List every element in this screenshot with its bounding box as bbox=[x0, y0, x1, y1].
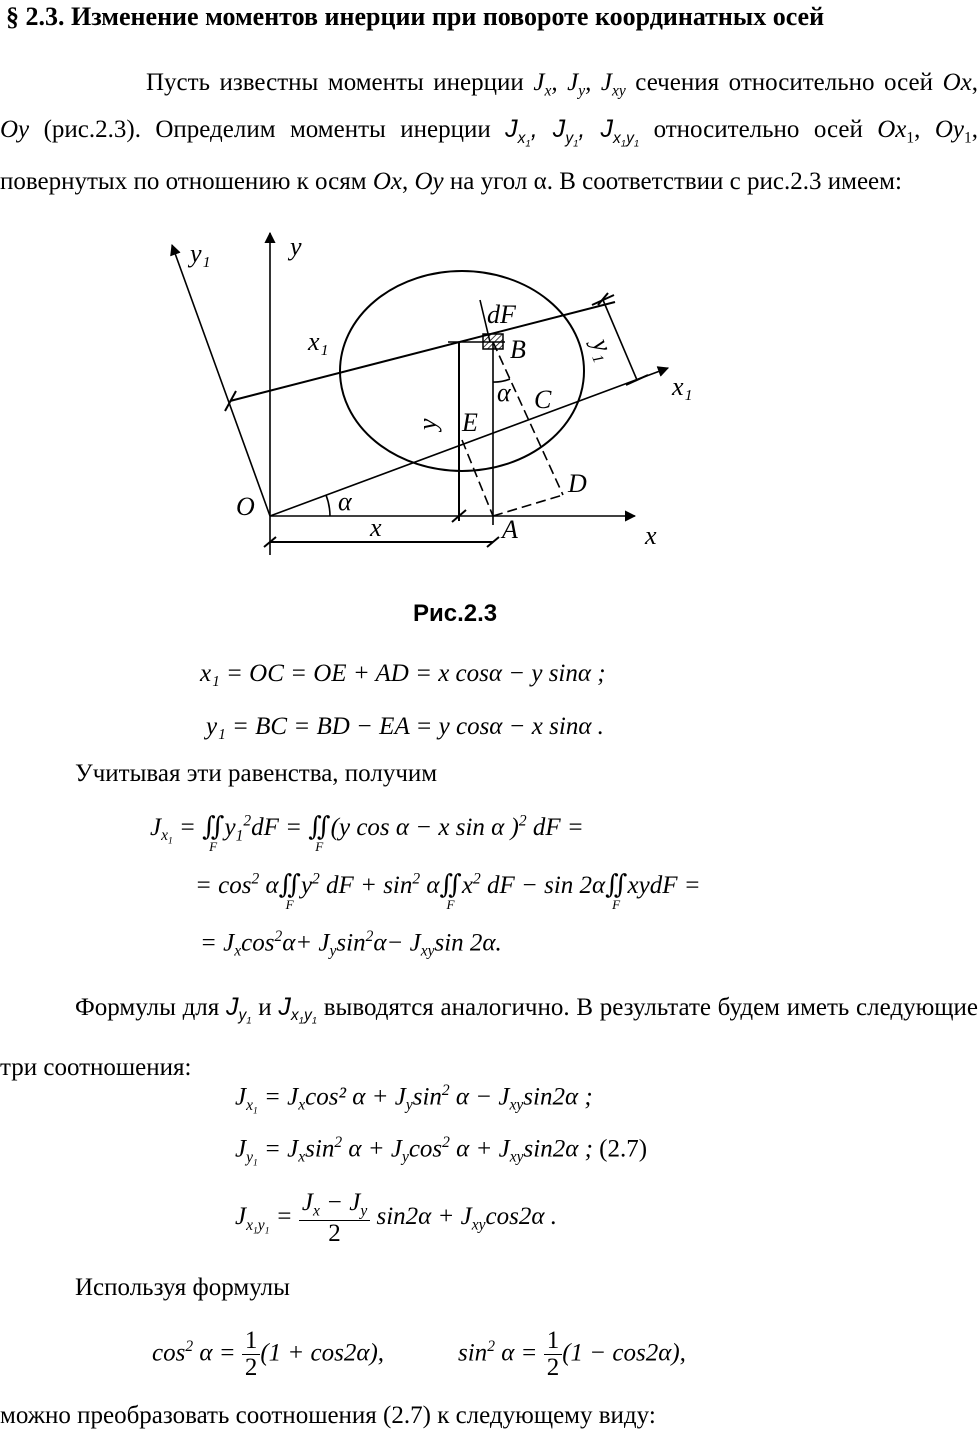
label-x1-axis: x₁ bbox=[672, 372, 693, 401]
label-B: B bbox=[510, 335, 526, 364]
label-E: E bbox=[462, 408, 478, 437]
text-using-formulas: Используя формулы bbox=[75, 1274, 290, 1301]
label-x-axis: x bbox=[645, 521, 657, 550]
equation-y1: y₁ = BC = BD − EA = y cosα − x sinα . bbox=[206, 713, 604, 740]
label-alpha-top: α bbox=[497, 378, 511, 407]
label-O: O bbox=[236, 492, 255, 521]
label-y1: y₁ bbox=[190, 239, 211, 268]
formulas-paragraph: Формулы для $J_{y_1}$ и $J_{x_1y_1}$ выводятся аналогично. В результате будем иметь следующие три соотношения: bbox=[0, 993, 978, 1081]
derivation-line-2: = $\cos^2$ α∬ F $y^2$ dF + $\sin^2$ α∬ F $x^2$ dF − sin 2α∬ F xydF = bbox=[195, 870, 701, 912]
system-eq-jx1: $J_{x_1} = J_x\cos^2$ $\alpha + J_y\sin^2$ $\alpha - J_{xy}\sin 2\alpha$ ; bbox=[235, 1082, 593, 1117]
label-y: y bbox=[290, 232, 302, 261]
equation-x1: x₁ = OC = OE + AD = x cosα − y sinα ; bbox=[200, 660, 606, 687]
identity-cos: $\cos^2 \alpha$ = $\frac{1}{2}$ (1 + cos2α), bbox=[152, 1327, 385, 1382]
label-y-dim: y bbox=[413, 418, 442, 430]
label-dF: dF bbox=[487, 300, 516, 329]
label-x-dim: x bbox=[370, 513, 382, 542]
text-transform: можно преобразовать соотношения (2.7) к следующему виду: bbox=[0, 1402, 656, 1429]
system-eq-jx1y1: $J_{x_1y_1}$ = $\frac{J_x - J_y}{2}$ $\sin 2\alpha + J_{xy}\cos 2\alpha$ . bbox=[235, 1189, 557, 1247]
system-eq-jy1: $J_{y_1} = J_x\sin^2$ $\alpha + J_y\cos^2$ $\alpha + J_{xy}\sin 2\alpha$ ; (2.7) bbox=[235, 1134, 648, 1169]
text-using-equalities: Учитывая эти равенства, получим bbox=[75, 760, 438, 787]
label-C: C bbox=[534, 385, 552, 414]
area-element-dF bbox=[483, 334, 503, 349]
y1-axis bbox=[172, 245, 270, 516]
label-D: D bbox=[568, 469, 587, 498]
label-x1-top: x₁ bbox=[308, 327, 329, 356]
figure-rotated-axes bbox=[0, 225, 980, 585]
x1-axis bbox=[270, 368, 668, 516]
figure-caption: Рис.2.3 bbox=[413, 600, 498, 627]
label-y1-dim: y₁ bbox=[586, 334, 622, 365]
label-A: A bbox=[502, 515, 518, 544]
equation-number: (2.7) bbox=[599, 1135, 648, 1163]
intro-paragraph: Пусть известны моменты инерции $J_x$, $J_y$, $J_{xy}$ сечения относительно осей Ox, Oy (рис.2.3). Определим моменты инерции $J_{x_1}$, $J_{y_1}$, $J_{x_1y_1}$ относительно осей $Ox_1$, $Oy_1$, повернутых по отношению к осям Ox, Oy на угол α. В соответствии с рис.2.3 имеем: bbox=[0, 69, 978, 196]
derivation-line-3: = $J_x\cos^2\alpha+ J_y\sin^2\alpha- J_{xy}\sin$ 2α. bbox=[200, 928, 502, 960]
derivation-line-1: $J_{x_1}$ = ∬ F $y_1^2dF$ = ∬ F (y cos α − x sin α )$^2$ dF = bbox=[150, 812, 584, 854]
identity-sin: $\sin^2 \alpha$ = $\frac{1}{2}$ (1 − cos2α), bbox=[458, 1327, 686, 1382]
section-heading: § 2.3. Изменение моментов инерции при повороте координатных осей bbox=[6, 2, 825, 31]
label-alpha-bottom: α bbox=[338, 487, 352, 516]
